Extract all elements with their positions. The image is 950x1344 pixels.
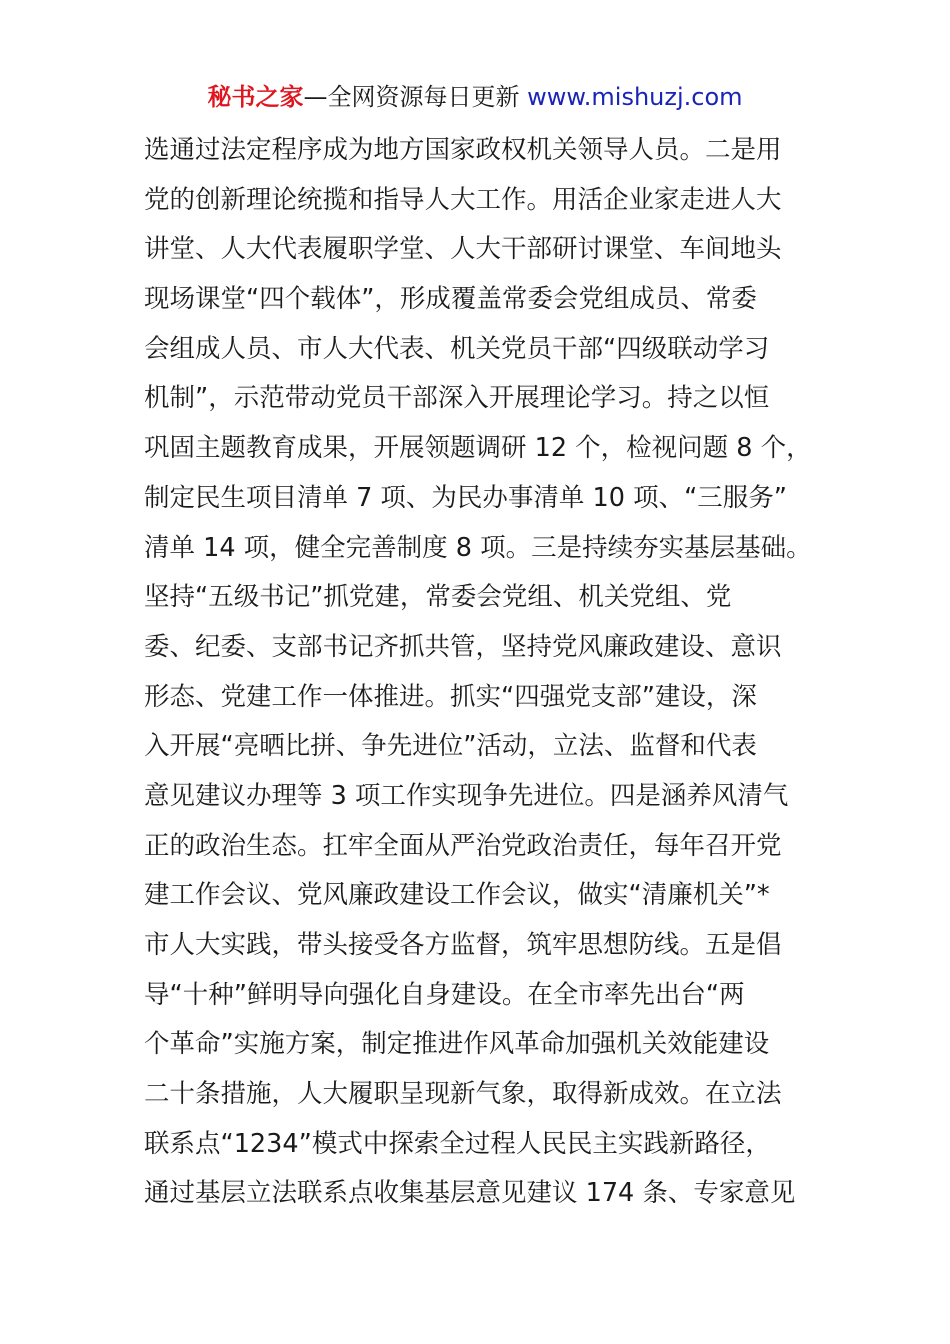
paragraph-line: 入开展“亮晒比拼、争先进位”活动，立法、监督和代表 [144, 731, 757, 762]
paragraph-line: 巩固主题教育成果，开展领题调研 12 个，检视问题 8 个， [144, 433, 812, 464]
paragraph-line: 联系点“1234”模式中探索全过程人民民主实践新路径， [144, 1128, 771, 1159]
paragraph-line: 导“十种”鲜明导向强化自身建设。在全市率先出台“两 [144, 979, 745, 1010]
paragraph-line: 建工作会议、党风廉政建设工作会议，做实“清廉机关”* [144, 880, 770, 911]
paragraph-line: 形态、党建工作一体推进。抓实“四强党支部”建设，深 [144, 681, 757, 712]
paragraph-line: 二十条措施，人大履职呈现新气象，取得新成效。在立法 [144, 1079, 782, 1110]
paragraph-line: 选通过法定程序成为地方国家政权机关领导人员。二是用 [144, 135, 782, 165]
paragraph-line: 党的创新理论统揽和指导人大工作。用活企业家走进人大 [144, 184, 782, 215]
brand-name: 秘书之家 [207, 83, 304, 111]
paragraph-line: 个革命”实施方案，制定推进作风革命加强机关效能建设 [144, 1029, 770, 1060]
paragraph-line: 委、纪委、支部书记齐抓共管，坚持党风廉政建设、意识 [144, 631, 782, 662]
paragraph-line: 现场课堂“四个载体”，形成覆盖常委会党组成员、常委 [144, 284, 757, 315]
site-header [0, 80, 950, 114]
paragraph-line: 坚持“五级书记”抓党建，常委会党组、机关党组、党 [144, 582, 732, 613]
paragraph-line: 通过基层立法联系点收集基层意见建议 174 条、专家意见 [144, 1178, 796, 1209]
site-url-link[interactable]: www.mishuzj.com [527, 83, 743, 111]
paragraph-line: 清单 14 项，健全完善制度 8 项。三是持续夯实基层基础。 [144, 532, 812, 563]
paragraph-line: 机制”，示范带动党员干部深入开展理论学习。持之以恒 [144, 383, 770, 414]
paragraph-line: 讲堂、人大代表履职学堂、人大干部研讨课堂、车间地头 [144, 234, 782, 265]
document-body [144, 126, 814, 1219]
paragraph-line: 会组成人员、市人大代表、机关党员干部“四级联动学习 [144, 333, 770, 364]
paragraph-line: 制定民生项目清单 7 项、为民办事清单 10 项、“三服务” [144, 482, 788, 513]
paragraph-line: 正的政治生态。扛牢全面从严治党政治责任，每年召开党 [144, 830, 782, 861]
paragraph-line: 意见建议办理等 3 项工作实现争先进位。四是涵养风清气 [144, 780, 789, 811]
site-tagline: —全网资源每日更新 [303, 83, 520, 111]
paragraph-line: 市人大实践，带头接受各方监督，筑牢思想防线。五是倡 [144, 930, 782, 960]
